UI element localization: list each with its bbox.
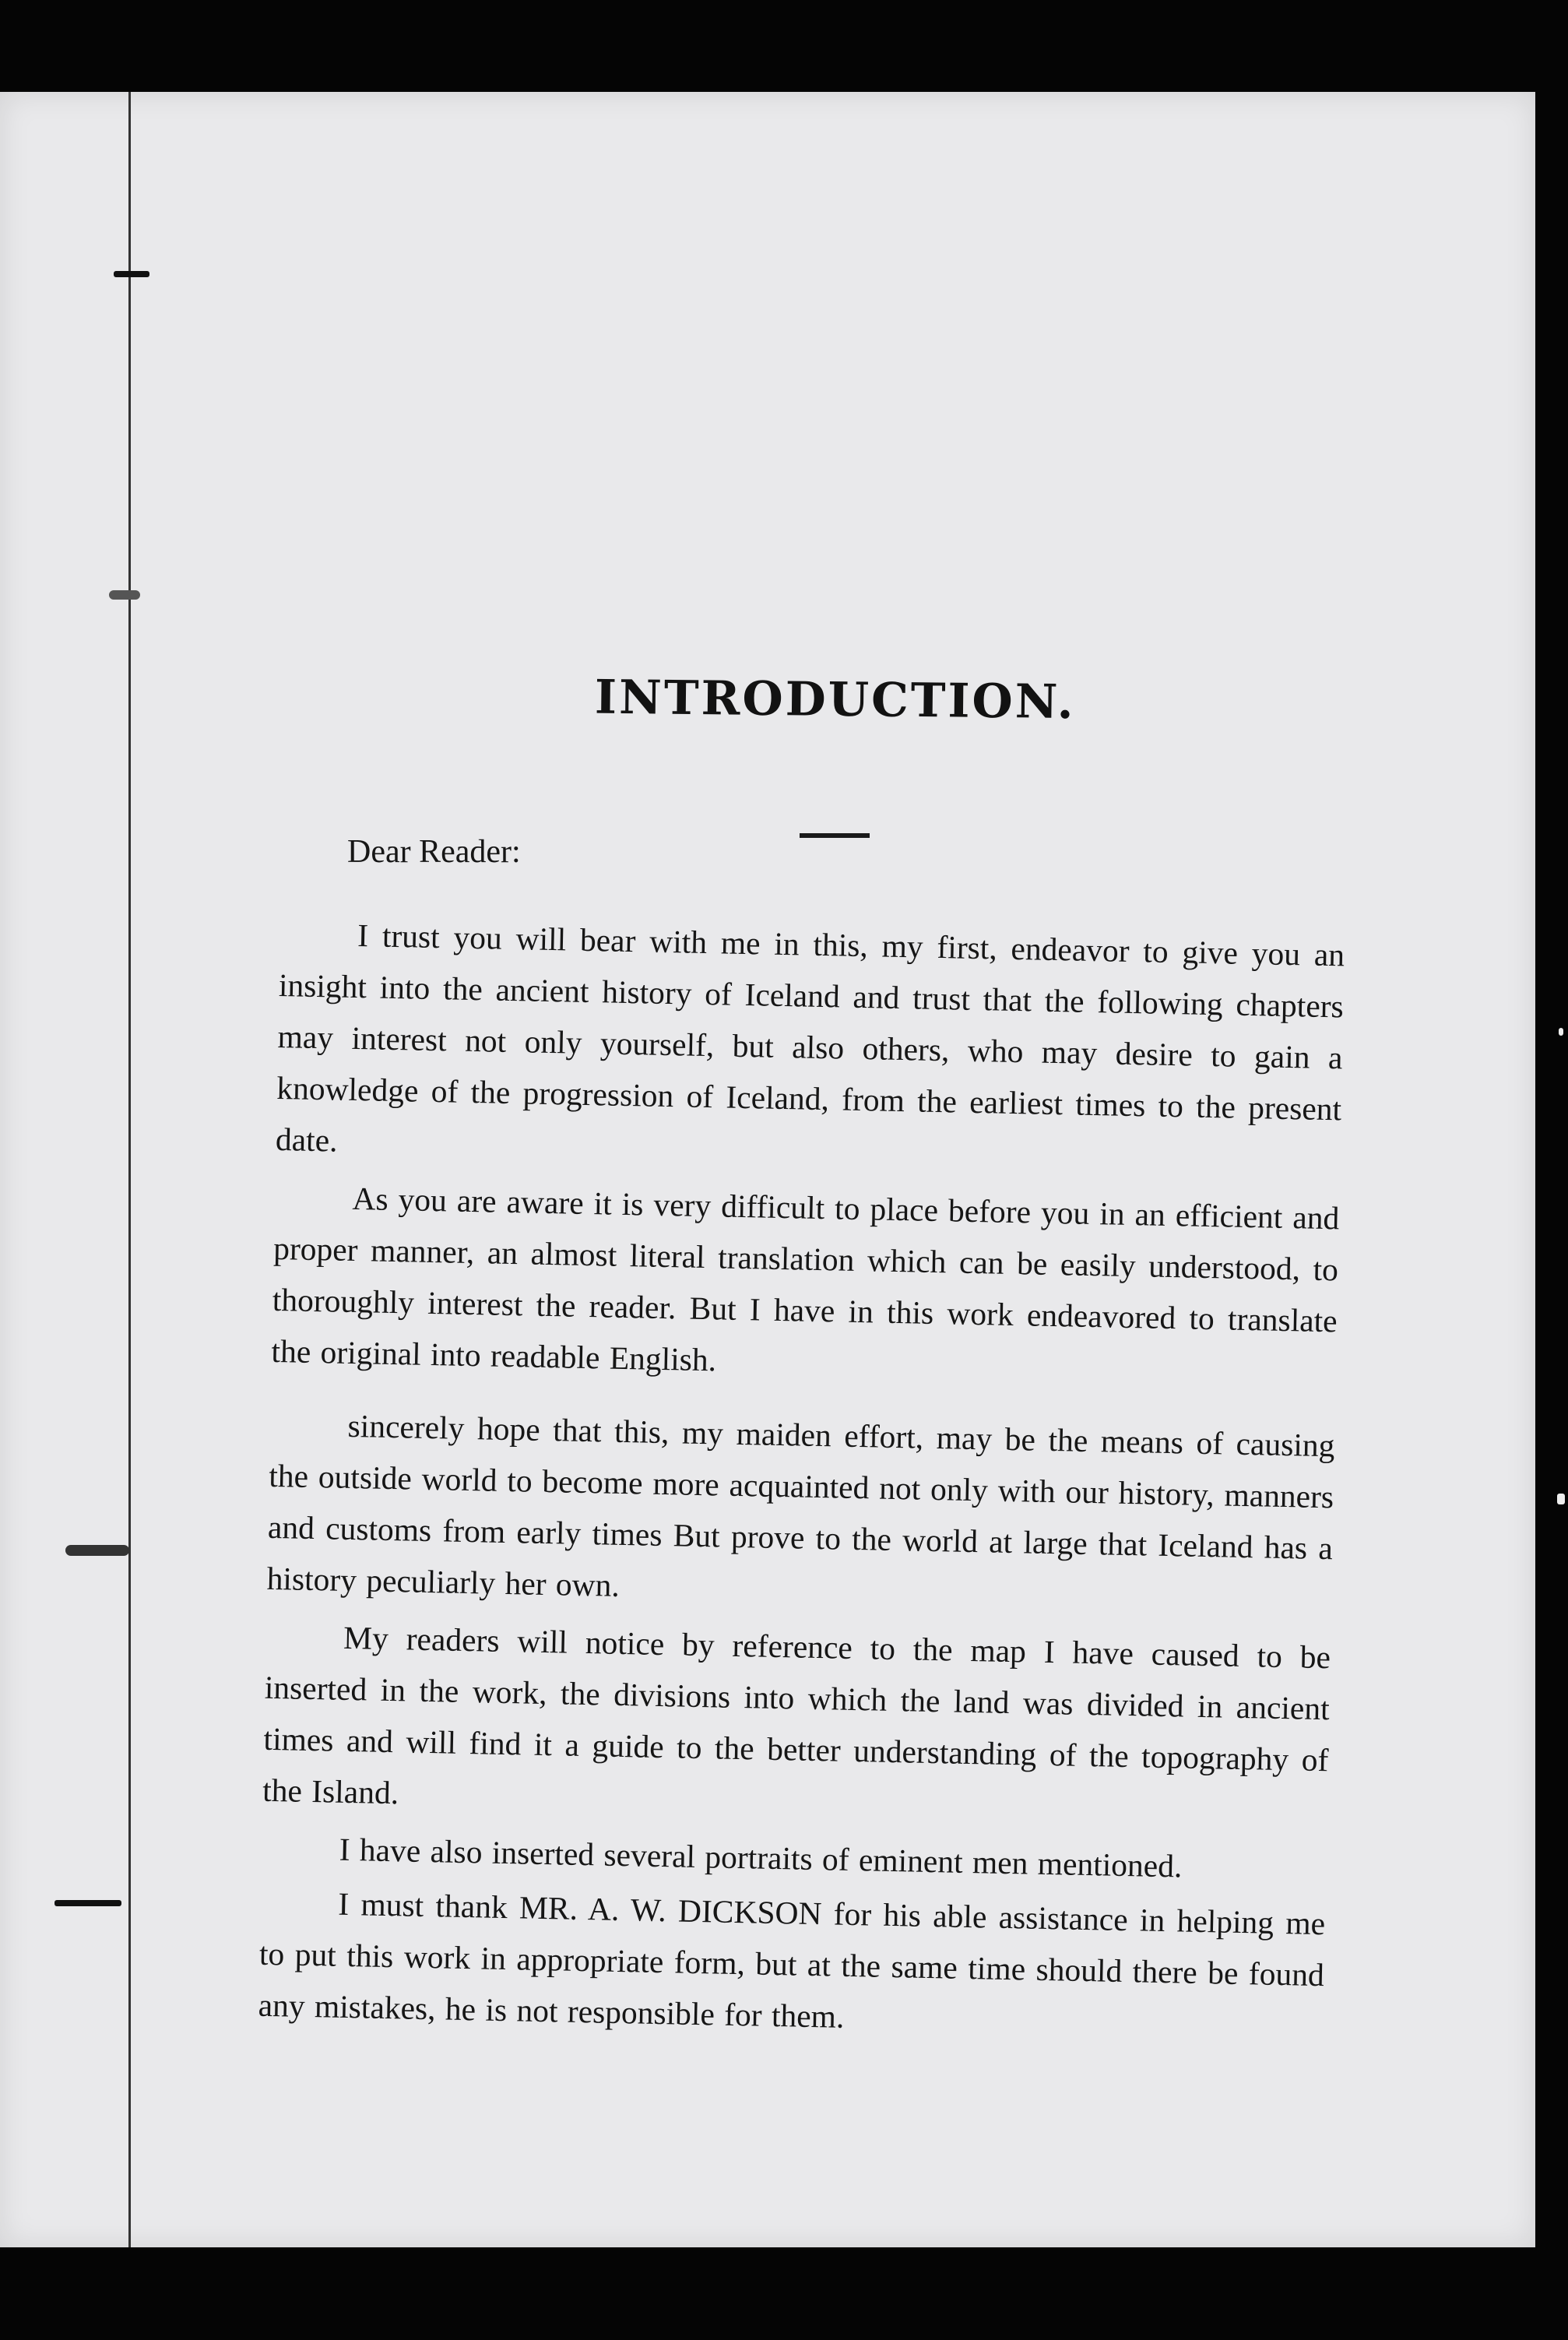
binding-line xyxy=(128,92,131,2247)
scan-speck xyxy=(1559,1028,1563,1036)
page-title: INTRODUCTION. xyxy=(594,670,1077,730)
paragraph: My readers will notice by reference to the map I have caused to be inserted in the work, the divisions into which the land was divided in ancient times and will find it a guide to the better understanding of the topography of the Island. xyxy=(262,1619,1331,1811)
paragraph: sincerely hope that this, my maiden effort, may be the means of causing the outside world to become more acquainted not only with our history, manners and customs from early times But prove to the world at large that Iceland has a history peculiarly her own. xyxy=(266,1407,1335,1603)
binding-stitch-mark xyxy=(54,1900,121,1906)
paragraph: As you are aware it is very difficult to place before you in an efficient and proper manner, an almost literal translation which can be easily understood, to thoroughly interest the reader. But I have in this work endeavored to translate the original into readable English. xyxy=(271,1180,1340,1378)
title-rule xyxy=(800,833,870,838)
binding-stitch-mark xyxy=(65,1545,129,1556)
scan-speck xyxy=(1557,1494,1565,1504)
salutation: Dear Reader: xyxy=(347,834,521,870)
paragraph: I must thank MR. A. W. DICKSON for his able assistance in helping me to put this work in appropriate form, but at the same time should there be found any mistakes, he is not responsible for them. xyxy=(258,1885,1326,2035)
binding-stitch-mark xyxy=(109,590,140,600)
binding-stitch-mark xyxy=(114,271,149,277)
paragraph: I trust you will bear with me in this, my first, endeavor to give you an insight into the ancient history of Iceland and trust that the following chapters may interest not only yourself, but also others, who may desire to gain a knowledge of the progression of Iceland, from the earliest times to the present date. xyxy=(275,917,1345,1159)
body-text xyxy=(258,908,1345,2058)
book-page xyxy=(0,92,1535,2247)
paragraph: I have also inserted several portraits of eminent men mentioned. xyxy=(339,1831,1183,1884)
